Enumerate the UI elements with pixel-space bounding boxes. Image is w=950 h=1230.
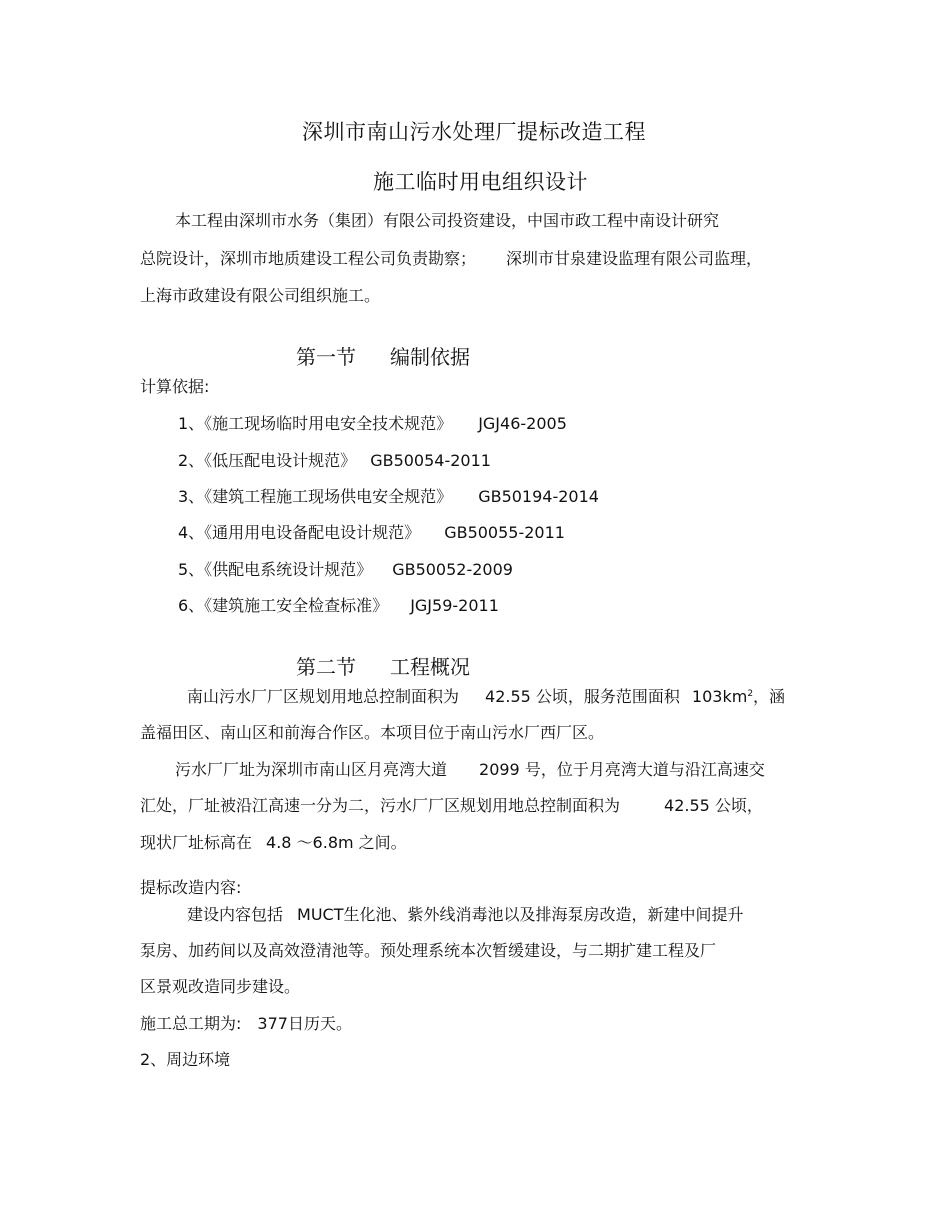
construction-period [140,1014,352,1034]
section-2-number: 第二节 [296,655,356,679]
overview-p1-d: ，涵 [753,687,786,706]
document-title: 深圳市南山污水处理厂提标改造工程 [302,120,646,144]
basis-item [178,596,499,616]
construction-period-label: 施工总工期为: [140,1014,242,1033]
basis-item-code: JGJ59-2011 [410,596,499,615]
upgrade-p-line-1 [187,905,743,925]
basis-item-code: GB50054-2011 [370,451,491,470]
upgrade-p-b: MUCT生化池、紫外线消毒池以及排海泵房改造，新建中间提升 [297,905,744,924]
overview-p1-b: 42.55 公顷，服务范围面积 [485,687,680,706]
overview-p2-b: 2099 号，位于月亮湾大道与沿江高速交 [479,760,765,779]
basis-item-name: 2、《低压配电设计规范》 [178,451,357,470]
intro-line-2b: 深圳市甘泉建设监理有限公司监理， [506,249,763,268]
overview-p1-sup: 2 [747,689,754,699]
overview-p1-line-2: 盖福田区、南山区和前海合作区。本项目位于南山污水厂西厂区。 [140,723,605,742]
basis-item-name: 1、《施工现场临时用电安全技术规范》 [178,414,453,433]
section-1-heading [296,341,470,370]
overview-p2-a: 污水厂厂址为深圳市南山区月亮湾大道 [175,760,448,779]
document-subtitle: 施工临时用电组织设计 [373,170,588,194]
section-2-heading [296,651,470,680]
basis-item-code: GB50055-2011 [444,523,565,542]
overview-p2-f: 4.8 ～6.8m 之间。 [266,833,407,852]
overview-p2-line-2 [140,796,763,816]
upgrade-p-line-2: 泵房、加药间以及高效澄清池等。预处理系统本次暂缓建设，与二期扩建工程及厂 [140,941,717,960]
section-2-title: 工程概况 [390,655,470,679]
basis-item-name: 5、《供配电系统设计规范》 [178,560,373,579]
basis-item [178,451,491,471]
intro-line-3: 上海市政建设有限公司组织施工。 [140,286,381,305]
basis-item [178,487,599,507]
basis-item-name: 3、《建筑工程施工现场供电安全规范》 [178,487,453,506]
upgrade-p-line-3: 区景观改造同步建设。 [140,977,301,996]
basis-item-name: 4、《通用用电设备配电设计规范》 [178,523,421,542]
section-1-title: 编制依据 [390,345,470,369]
construction-period-value: 377日历天。 [257,1014,352,1033]
overview-p1-a: 南山污水厂厂区规划用地总控制面积为 [187,687,460,706]
overview-p2-line-3 [140,833,407,853]
surroundings-heading: 2、周边环境 [140,1050,231,1069]
intro-line-2a: 总院设计，深圳市地质建设工程公司负责勘察； [140,249,477,268]
section-1-number: 第一节 [296,345,356,369]
overview-p2-c: 汇处，厂址被沿江高速一分为二，污水厂厂区规划用地总控制面积为 [140,796,621,815]
overview-p1-c: 103km [691,687,748,706]
basis-item [178,414,567,434]
overview-p2-line-1 [175,760,765,780]
basis-item [178,523,565,543]
basis-item-code: GB50194-2014 [478,487,599,506]
basis-item-name: 6、《建筑施工安全检查标准》 [178,596,389,615]
overview-p1-line-1 [187,687,785,707]
intro-line-2 [140,249,762,269]
basis-item [178,560,513,580]
overview-p2-e: 现状厂址标高在 [140,833,253,852]
upgrade-content-label: 提标改造内容: [140,878,242,897]
basis-item-code: JGJ46-2005 [478,414,567,433]
intro-line-1: 本工程由深圳市水务（集团）有限公司投资建设，中国市政工程中南设计研究 [175,211,720,230]
calc-basis-label: 计算依据: [140,377,210,396]
basis-item-code: GB50052-2009 [392,560,513,579]
overview-p2-d: 42.55 公顷， [664,796,763,815]
upgrade-p-a: 建设内容包括 [187,905,284,924]
